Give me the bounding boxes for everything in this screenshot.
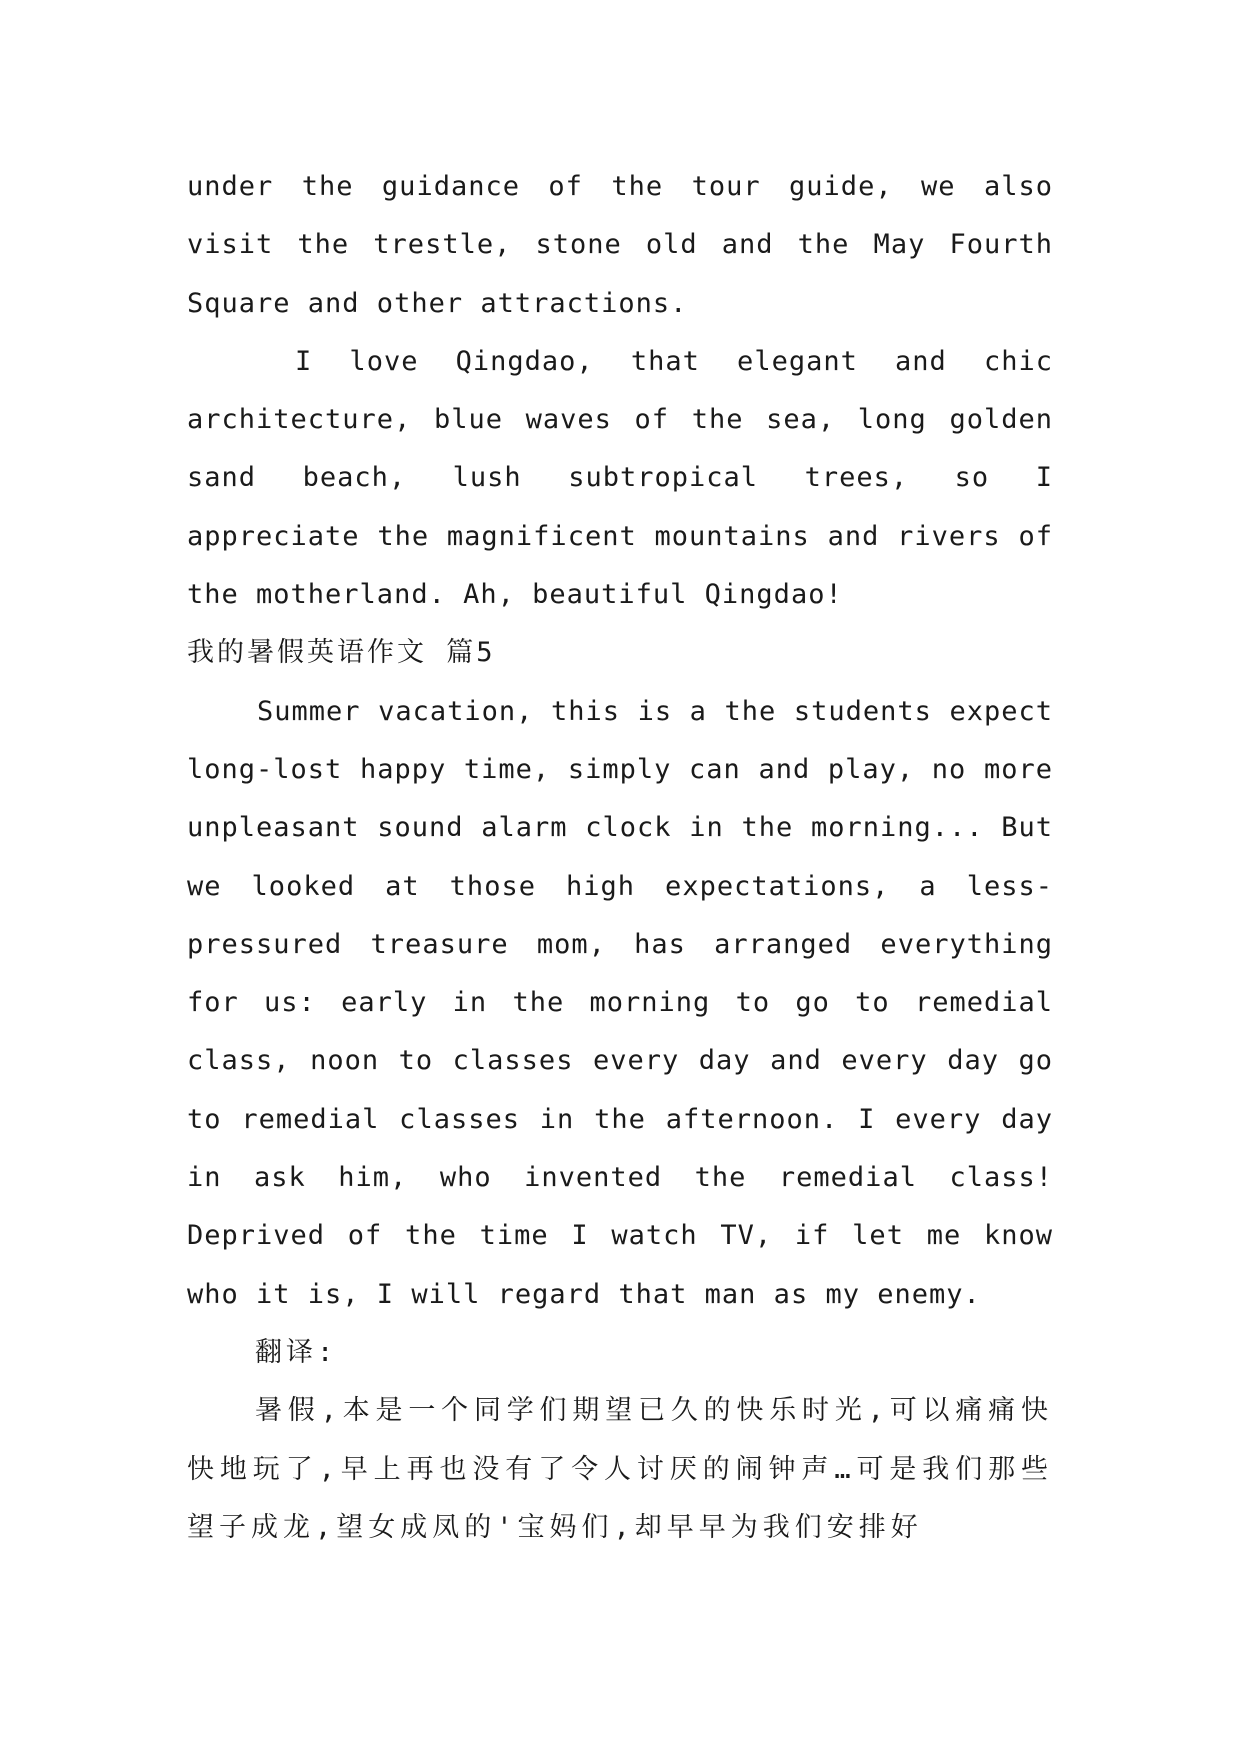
section-heading: 我的暑假英语作文 篇5 xyxy=(187,637,496,669)
translation-label: 翻译: xyxy=(255,1336,338,1368)
translation-paragraph: 暑假,本是一个同学们期望已久的快乐时光,可以痛痛快快地玩了,早上再也没有了令人讨厌的闹钟声…可是我们那些望子成龙,望女成凤的'宝妈们,却早早为我们安排好 xyxy=(187,1395,1053,1543)
paragraph-summer-vacation: Summer vacation, this is a the students expect long-lost happy time, simply can and play, no more unpleasant sound alarm clock in the morning... But we looked at those high expectations, a less-pressured treasure mom, has arranged everything for us: early in the morning to go to remedial class, noon to classes every day and every day go to remedial classes in the afternoon. I every day in ask him, who invented the remedial class! Deprived of the time I watch TV, if let me know who it is, I will regard that man as my enemy. xyxy=(187,695,1053,1310)
paragraph-continued: under the guidance of the tour guide, we also visit the trestle, stone old and the May Fourth Square and other attractions. xyxy=(187,171,1053,319)
paragraph-love-qingdao: I love Qingdao, that elegant and chic architecture, blue waves of the sea, long golden sand beach, lush subtropical trees, so I appreciate the magnificent mountains and rivers of the motherland. Ah, beautiful Qingdao! xyxy=(187,345,1053,611)
document-page xyxy=(187,158,1053,1557)
